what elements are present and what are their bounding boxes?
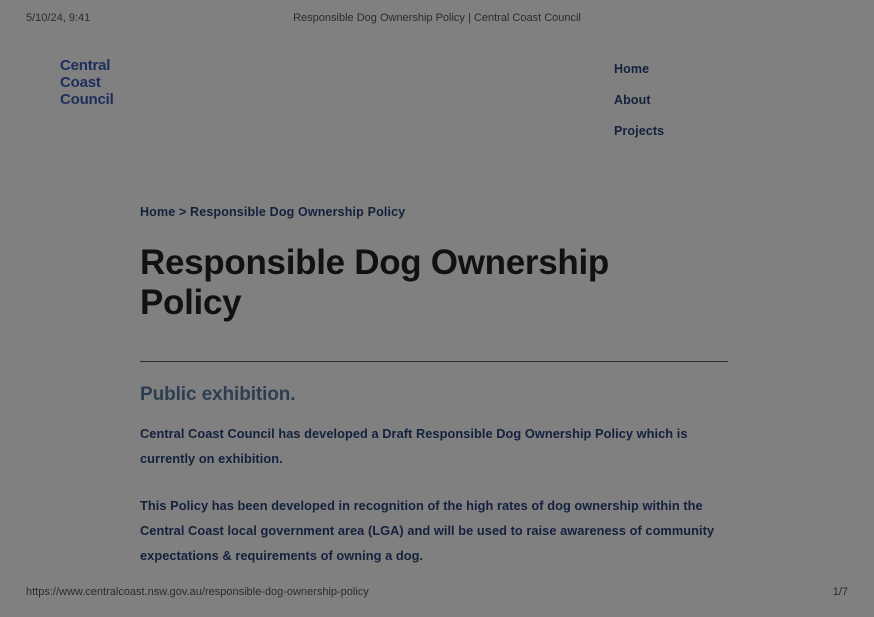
page-title: Responsible Dog Ownership Policy — [140, 243, 609, 322]
logo-line-2: Coast — [60, 73, 101, 91]
logo-line-3: Council — [60, 90, 114, 108]
title-divider — [140, 361, 728, 362]
breadcrumb-item-current: Responsible Dog Ownership Policy — [190, 205, 406, 219]
print-footer-url: https://www.centralcoast.nsw.gov.au/responsible-dog-ownership-policy — [26, 586, 369, 598]
print-header-document-title: Responsible Dog Ownership Policy | Central Coast Council — [293, 12, 581, 24]
breadcrumb — [140, 205, 740, 219]
print-footer-page-number: 1/7 — [832, 586, 848, 598]
main-content — [140, 205, 740, 581]
nav-item-home[interactable]: Home — [614, 62, 650, 76]
main-navigation — [614, 62, 734, 155]
site-logo[interactable] — [60, 58, 114, 108]
breadcrumb-separator: > — [178, 205, 187, 219]
nav-item-projects[interactable]: Projects — [614, 124, 665, 138]
site-header — [0, 50, 874, 160]
nav-item-about[interactable]: About — [614, 93, 651, 107]
print-footer — [0, 586, 874, 602]
print-header-datetime: 5/10/24, 9:41 — [26, 12, 91, 24]
print-header — [0, 12, 874, 28]
body-paragraph-1: Central Coast Council has developed a Draft Responsible Dog Ownership Policy which is currently on exhibition. — [140, 425, 688, 466]
section-heading-public-exhibition: Public exhibition. — [140, 383, 296, 405]
breadcrumb-item-home[interactable]: Home — [140, 205, 176, 219]
logo-line-1: Central — [60, 57, 111, 74]
body-paragraph-2: This Policy has been developed in recognition of the high rates of dog ownership within the Central Coast local government area (LGA) and will be used to raise awareness of community expectations & requirements of owning a dog. — [140, 497, 715, 563]
